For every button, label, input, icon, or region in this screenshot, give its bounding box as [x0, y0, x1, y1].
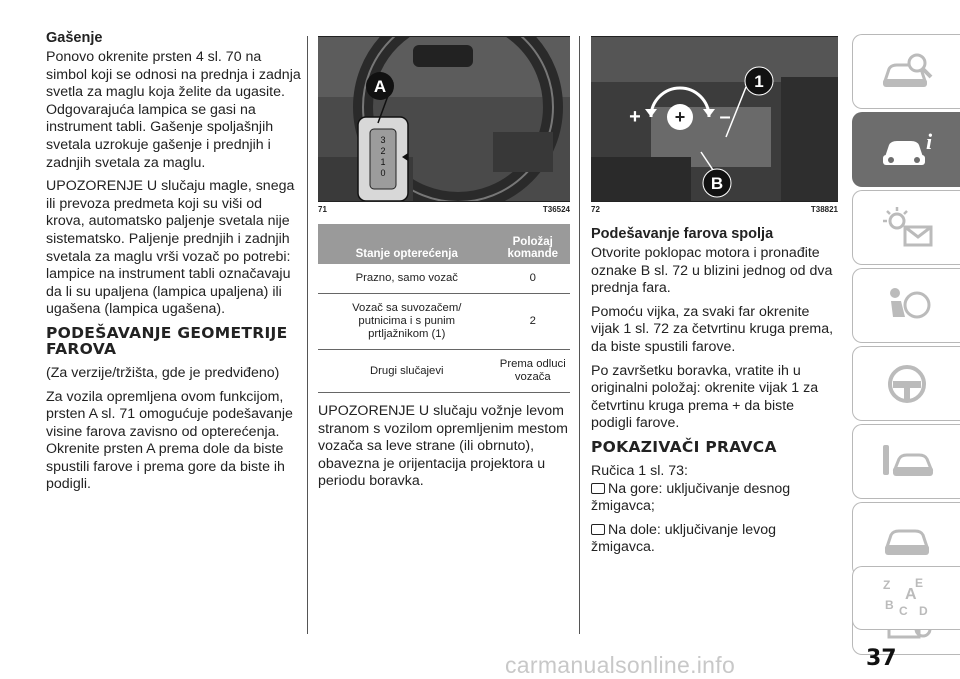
column-middle — [318, 36, 570, 497]
table-cell: Drugi slučajevi — [318, 350, 496, 393]
svg-text:B: B — [884, 598, 894, 612]
figure-72-illustration — [591, 37, 838, 201]
callout-b: B — [710, 174, 724, 193]
load-table — [318, 224, 570, 393]
svg-text:A: A — [904, 586, 917, 603]
svg-text:i: i — [925, 128, 932, 154]
heading-off: Gašenje — [46, 30, 103, 46]
figure-71-code: T36524 — [542, 205, 570, 214]
svg-text:E: E — [914, 576, 923, 590]
plus-sign: + — [629, 106, 641, 128]
table-cell: Prema odluci vozača — [496, 350, 570, 393]
paragraph-lower-lights: Pomoću vijka, za svaki far okrenite vijak 1 sl. 72 za četvrtinu kruga prema, da biste spustili farove. — [591, 303, 834, 355]
figure-72 — [591, 36, 838, 202]
figure-72-number: 72 — [591, 205, 600, 214]
paragraph-restore: Po završetku boravka, vratite ih u originalni položaj: okrenite vijak 1 za četvrtinu kruga prema + da biste podigli farove. — [591, 362, 819, 432]
checkbox-bullet-icon — [591, 483, 605, 494]
tab-steering-wheel[interactable] — [852, 346, 960, 421]
paragraph-warning-fog: UPOZORENJE U slučaju magle, snega ili prevoza predmeta koji su viši od krova, automatsko paljenje svetala nije sistematsko. Paljenje prednjih i zadnjih svetala za maglu vrši vozač po potrebi: lampice na instrument tabli označavaju da li su upaljena (lampica upaljena) ili ugašena (lampica ugašena). — [46, 178, 295, 318]
page-number: 37 — [866, 646, 897, 671]
callout-1: 1 — [754, 72, 764, 91]
callout-a: A — [373, 77, 387, 96]
column-divider-1 — [307, 36, 308, 634]
tab-abc-index[interactable] — [852, 566, 960, 630]
figure-71-caption — [318, 202, 570, 214]
list-item-text: Na gore: uključivanje desnog — [608, 480, 791, 497]
figure-72-code: T38821 — [810, 205, 838, 214]
list-item — [591, 522, 838, 557]
table-cell: Prazno, samo vozač — [318, 264, 496, 294]
chapter-tabs — [852, 34, 960, 658]
car-icon — [879, 517, 935, 563]
ring-digit-0: 0 — [380, 168, 386, 178]
steering-wheel-icon — [879, 361, 935, 407]
section-title-headlamp-alignment: PODEŠAVANJE GEOMETRIJE FAROVA — [46, 323, 288, 358]
table-cell: 2 — [496, 294, 570, 350]
table-row — [318, 294, 570, 350]
tab-lights-warning[interactable] — [852, 190, 960, 265]
column-right — [591, 36, 838, 563]
table-header-position: Položaj komande — [496, 224, 570, 264]
tab-car-search[interactable] — [852, 34, 960, 109]
car-info-icon — [879, 127, 935, 173]
ring-digit-3: 3 — [380, 135, 386, 145]
list-item-continuation: žmigavca; — [591, 498, 655, 515]
paragraph-off: Ponovo okrenite prsten 4 sl. 70 na simbol koji se odnosi na prednja i zadnja svetla za maglu koja želite da ugasite. Odgovarajuća lampica se gasi na instrument tabli. Gašenje spoljašnjih svetala uzrokuje gašenje i prednjih i zadnjih svetala za maglu. — [46, 49, 301, 171]
tab-car-info[interactable] — [852, 112, 960, 187]
figure-71-illustration — [318, 37, 570, 201]
svg-text:+: + — [674, 107, 686, 127]
checkbox-bullet-icon — [591, 524, 605, 535]
list-item — [591, 481, 838, 499]
figure-71 — [318, 36, 570, 202]
svg-text:D: D — [918, 604, 928, 618]
section-title-turn-signals: POKAZIVAČI PRAVCA — [591, 437, 777, 456]
table-header-load: Stanje opterećenja — [318, 224, 496, 264]
airbag-icon — [879, 283, 935, 329]
paragraph-ring-a: Za vozila opremljena ovom funkcijom, prsten A sl. 71 omogućuje podešavanje visine farova zavisno od opterećenja. Okrenite prsten A prema dole da biste spustili farove i prema gore da biste ih podigli. — [46, 388, 293, 493]
ring-digit-1: 1 — [380, 157, 386, 167]
paragraph-versions-note: (Za verzije/tržišta, gde je predviđeno) — [46, 364, 280, 381]
svg-text:Z: Z — [882, 578, 890, 592]
table-cell: 0 — [496, 264, 570, 294]
table-cell: Vozač sa suvozačem/ putnicima i s punim prtljažnikom (1) — [318, 294, 496, 350]
list-item-text: Na dole: uključivanje levog žmigavca. — [591, 521, 776, 556]
figure-72-caption — [591, 202, 838, 214]
paragraph-warning-driving-side: UPOZORENJE U slučaju vožnje levom stranom s vozilom opremljenim mestom vozača sa leve strane (ili obrnuto), obavezna je orijentacija projektora u periodu boravka. — [318, 403, 568, 490]
figure-71-number: 71 — [318, 205, 327, 214]
car-search-icon — [879, 49, 935, 95]
abc-index-icon — [879, 575, 935, 621]
car-service-icon — [879, 439, 935, 485]
watermark: carmanualsonline.info — [505, 652, 736, 678]
tab-airbag[interactable] — [852, 268, 960, 343]
svg-text:C: C — [898, 604, 908, 618]
lights-warning-icon — [879, 205, 935, 251]
paragraph-lever: Ručica 1 sl. 73: — [591, 462, 688, 479]
tab-car-service[interactable] — [852, 424, 960, 499]
column-left — [46, 30, 301, 500]
minus-sign: – — [719, 106, 731, 128]
ring-digit-2: 2 — [380, 146, 386, 156]
paragraph-open-hood: Otvorite poklopac motora i pronađite oznake B sl. 72 u blizini jednog od dva prednja fara. — [591, 245, 833, 297]
column-divider-2 — [579, 36, 580, 634]
table-row — [318, 264, 570, 294]
heading-outside-adjust: Podešavanje farova spolja — [591, 226, 774, 242]
table-row — [318, 350, 570, 393]
